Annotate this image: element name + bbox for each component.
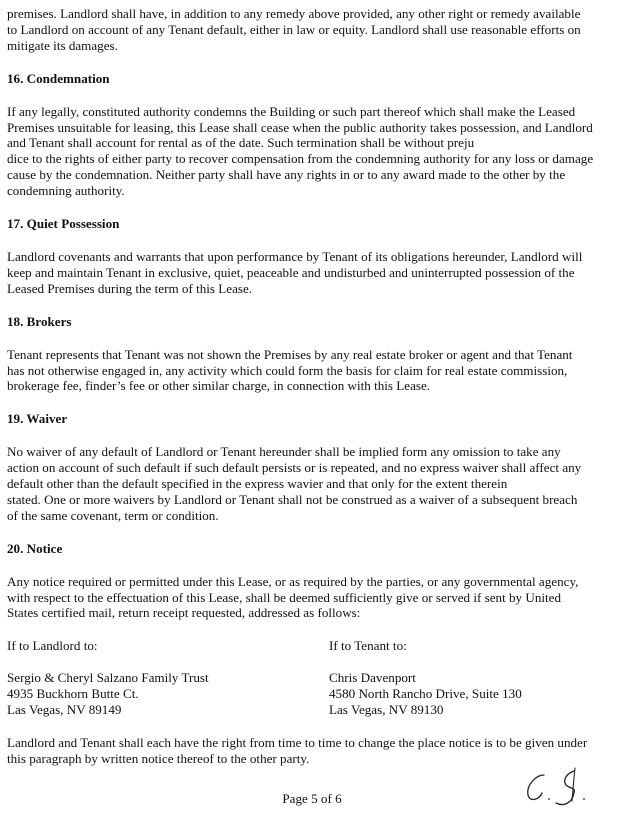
tenant-label: If to Tenant to: xyxy=(329,638,407,654)
text-line: action on account of such default if such default persists or is repeated, and no express waiver shall affect any xyxy=(7,460,582,476)
text-line: If any legally, constituted authority condemns the Building or such part thereof which shall make the Leased xyxy=(7,103,576,119)
signature-initials-icon xyxy=(522,763,602,809)
landlord-address-block xyxy=(7,638,329,718)
text-line: has not otherwise engaged in, any activity which could form the basis for claim for real estate commission, xyxy=(7,362,568,378)
text-line: keep and maintain Tenant in exclusive, quiet, peaceable and undisturbed and uninterrupted possession of the xyxy=(7,264,575,280)
text-line: premises. Landlord shall have, in addition to any remedy above provided, any other right or remedy available xyxy=(7,6,581,21)
text-line: Landlord and Tenant shall each have the right from time to time to change the place notice is to be given under xyxy=(7,735,588,750)
text-line: cause by the condemnation. Neither party shall have any rights in or to any award made to the other by the xyxy=(7,167,566,183)
section-body-brokers xyxy=(7,347,619,395)
text-line: default other than the default specified in the express wavier and that only for the extent therein xyxy=(7,476,508,492)
text-line: Landlord covenants and warrants that upon performance by Tenant of its obligations hereunder, Landlord will xyxy=(7,248,583,264)
text-line: this paragraph by written notice thereof to the other party. xyxy=(7,750,310,766)
section-body-notice xyxy=(7,574,619,622)
tenant-name: Chris Davenport xyxy=(329,670,416,686)
text-line: and Tenant shall account for rental as of the date. Such termination shall be without preju xyxy=(7,135,475,151)
text-line: with respect to the effectuation of this Lease, shall be deemed sufficiently give or served if sent by United xyxy=(7,589,562,605)
landlord-name: Sergio & Cheryl Salzano Family Trust xyxy=(7,670,209,686)
text-line: brokerage fee, finder’s fee or other similar charge, in connection with this Lease. xyxy=(7,378,431,394)
landlord-street: 4935 Buckhorn Butte Ct. xyxy=(7,686,139,702)
text-line: condemning authority. xyxy=(7,183,125,199)
section-heading-notice: 20. Notice xyxy=(7,540,63,556)
text-line: mitigate its damages. xyxy=(7,37,118,53)
section-heading-brokers: 18. Brokers xyxy=(7,313,72,329)
text-line: Tenant represents that Tenant was not shown the Premises by any real estate broker or agent and that Tenant xyxy=(7,346,573,362)
landlord-label: If to Landlord to: xyxy=(7,638,98,654)
tenant-street: 4580 North Rancho Drive, Suite 130 xyxy=(329,686,522,702)
text-line: Premises unsuitable for leasing, this Lease shall cease when the public authority takes possession, and Landlord xyxy=(7,119,593,135)
section-heading-condemnation: 16. Condemnation xyxy=(7,70,110,86)
text-line: Leased Premises during the term of this Lease. xyxy=(7,280,253,296)
text-line: to Landlord on account of any Tenant default, either in law or equity. Landlord shall use reasonable efforts on xyxy=(7,21,581,37)
tenant-city: Las Vegas, NV 89130 xyxy=(329,702,444,718)
section-heading-waiver: 19. Waiver xyxy=(7,411,68,427)
text-line: States certified mail, return receipt requested, addressed as follows: xyxy=(7,605,361,621)
text-line: No waiver of any default of Landlord or Tenant hereunder shall be implied form any omission to take any xyxy=(7,444,561,460)
document-page xyxy=(7,6,619,784)
intro-paragraph xyxy=(7,6,619,54)
text-line: Any notice required or permitted under this Lease, or as required by the parties, or any governmental agency, xyxy=(7,573,579,589)
text-line: of the same covenant, term or condition. xyxy=(7,507,219,523)
landlord-city: Las Vegas, NV 89149 xyxy=(7,702,122,718)
text-line: stated. One or more waivers by Landlord or Tenant shall not be construed as a waiver of a subsequent breach xyxy=(7,491,578,507)
section-heading-quiet-possession: 17. Quiet Possession xyxy=(7,216,120,232)
text-line: dice to the rights of either party to recover compensation from the condemning authority for any loss or damage xyxy=(7,151,594,167)
section-body-quiet-possession xyxy=(7,249,619,297)
section-body-condemnation xyxy=(7,104,619,199)
notice-addresses xyxy=(7,638,619,718)
tenant-address-block xyxy=(329,638,619,718)
page-number: Page 5 of 6 xyxy=(282,791,342,806)
section-body-waiver xyxy=(7,444,619,524)
